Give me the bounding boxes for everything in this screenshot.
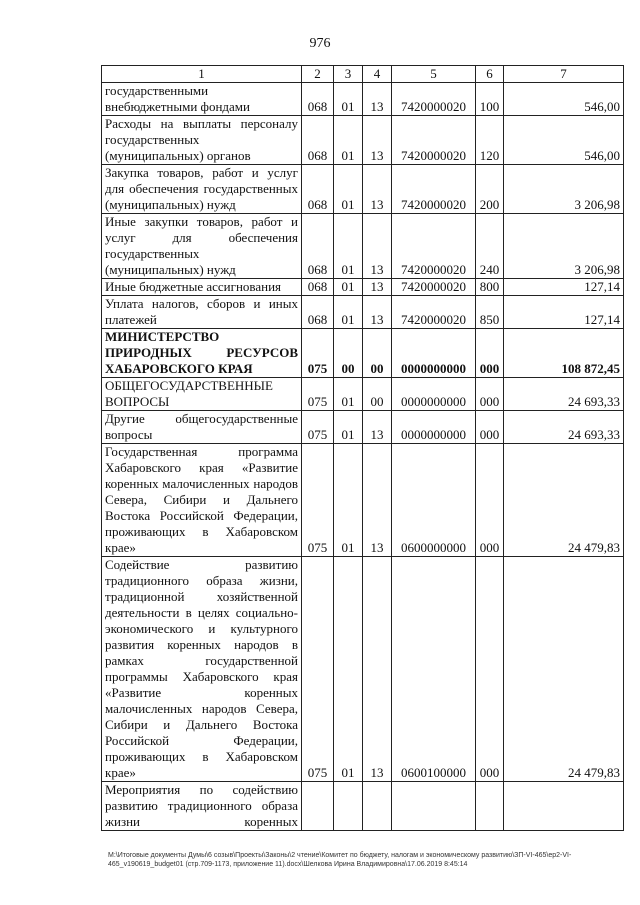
table-row	[102, 411, 624, 444]
row-amount: 546,00	[504, 83, 624, 116]
row-amount	[504, 782, 624, 831]
row-subsection: 13	[363, 279, 392, 296]
row-ministry-code: 075	[302, 444, 334, 557]
row-section: 01	[334, 444, 363, 557]
row-subsection: 13	[363, 116, 392, 165]
row-section	[334, 782, 363, 831]
budget-table	[101, 65, 624, 831]
row-expense-type	[476, 782, 504, 831]
row-target-article: 7420000020	[392, 296, 476, 329]
row-subsection: 13	[363, 444, 392, 557]
table-row	[102, 444, 624, 557]
row-target-article: 0000000000	[392, 329, 476, 378]
row-name: Другие общегосударственные вопросы	[102, 411, 302, 444]
row-target-article	[392, 782, 476, 831]
row-subsection: 00	[363, 378, 392, 411]
row-name: Расходы на выплаты персоналу государственных (муниципальных) органов	[102, 116, 302, 165]
row-expense-type: 000	[476, 557, 504, 782]
row-expense-type: 000	[476, 444, 504, 557]
row-name: Содействие развитию традиционного образа жизни, традиционной хозяйственной деятельности в целях социально-экономического и культурного развития коренных народов в рамках государственной программы Хабаровского края «Развитие коренных малочисленных народов Севера, Сибири и Дальнего Востока Российской Федерации, проживающих в Хабаровском крае»	[102, 557, 302, 782]
row-amount: 24 479,83	[504, 557, 624, 782]
table-row-continued	[102, 782, 624, 831]
row-name: Мероприятия по содействию развитию традиционного образа жизни коренных	[102, 782, 302, 831]
row-ministry-code: 075	[302, 411, 334, 444]
row-subsection: 13	[363, 165, 392, 214]
row-subsection	[363, 782, 392, 831]
row-ministry-code: 068	[302, 214, 334, 279]
column-header: 7	[504, 66, 624, 83]
row-amount: 127,14	[504, 296, 624, 329]
row-amount: 24 479,83	[504, 444, 624, 557]
row-ministry-code: 075	[302, 329, 334, 378]
row-target-article: 7420000020	[392, 214, 476, 279]
row-expense-type: 100	[476, 83, 504, 116]
row-section: 01	[334, 116, 363, 165]
row-target-article: 0600100000	[392, 557, 476, 782]
row-target-article: 7420000020	[392, 83, 476, 116]
row-ministry-code: 075	[302, 557, 334, 782]
table-row-ministry	[102, 329, 624, 378]
table-row	[102, 165, 624, 214]
row-target-article: 7420000020	[392, 279, 476, 296]
table-row	[102, 214, 624, 279]
row-target-article: 7420000020	[392, 116, 476, 165]
table-header-row	[102, 66, 624, 83]
column-header: 2	[302, 66, 334, 83]
row-ministry-code: 068	[302, 165, 334, 214]
page-number: 976	[309, 36, 331, 51]
row-section: 01	[334, 165, 363, 214]
row-name: МИНИСТЕРСТВО ПРИРОДНЫХ РЕСУРСОВ ХАБАРОВСКОГО КРАЯ	[102, 329, 302, 378]
row-expense-type: 000	[476, 411, 504, 444]
row-expense-type: 000	[476, 329, 504, 378]
row-section: 01	[334, 279, 363, 296]
table-row	[102, 279, 624, 296]
row-subsection: 13	[363, 214, 392, 279]
row-subsection: 13	[363, 296, 392, 329]
row-expense-type: 240	[476, 214, 504, 279]
row-target-article: 0600000000	[392, 444, 476, 557]
row-section: 01	[334, 83, 363, 116]
table-row	[102, 557, 624, 782]
row-section: 00	[334, 329, 363, 378]
row-ministry-code: 068	[302, 296, 334, 329]
row-name: Закупка товаров, работ и услуг для обеспечения государственных (муниципальных) нужд	[102, 165, 302, 214]
row-expense-type: 200	[476, 165, 504, 214]
row-amount: 24 693,33	[504, 378, 624, 411]
row-subsection: 00	[363, 329, 392, 378]
row-amount: 546,00	[504, 116, 624, 165]
row-subsection: 13	[363, 83, 392, 116]
row-expense-type: 120	[476, 116, 504, 165]
row-expense-type: 850	[476, 296, 504, 329]
row-target-article: 0000000000	[392, 378, 476, 411]
column-header: 6	[476, 66, 504, 83]
row-ministry-code: 068	[302, 116, 334, 165]
row-section: 01	[334, 378, 363, 411]
row-ministry-code: 068	[302, 83, 334, 116]
row-section: 01	[334, 296, 363, 329]
row-section: 01	[334, 557, 363, 782]
row-amount: 3 206,98	[504, 214, 624, 279]
row-name: государственными внебюджетными фондами	[102, 83, 302, 116]
row-name: Иные закупки товаров, работ и услуг для обеспечения государственных (муниципальных) нужд	[102, 214, 302, 279]
table-row	[102, 378, 624, 411]
row-ministry-code: 075	[302, 378, 334, 411]
column-header: 4	[363, 66, 392, 83]
table-row	[102, 116, 624, 165]
row-target-article: 0000000000	[392, 411, 476, 444]
row-name: ОБЩЕГОСУДАРСТВЕННЫЕ ВОПРОСЫ	[102, 378, 302, 411]
row-target-article: 7420000020	[392, 165, 476, 214]
row-subsection: 13	[363, 557, 392, 782]
row-section: 01	[334, 411, 363, 444]
row-ministry-code	[302, 782, 334, 831]
column-header: 5	[392, 66, 476, 83]
row-section: 01	[334, 214, 363, 279]
row-amount: 108 872,45	[504, 329, 624, 378]
row-ministry-code: 068	[302, 279, 334, 296]
row-name: Государственная программа Хабаровского края «Развитие коренных малочисленных народов Севера, Сибири и Дальнего Востока Российской Федерации, проживающих в Хабаровском крае»	[102, 444, 302, 557]
row-expense-type: 800	[476, 279, 504, 296]
row-amount: 24 693,33	[504, 411, 624, 444]
row-amount: 3 206,98	[504, 165, 624, 214]
column-header: 1	[102, 66, 302, 83]
column-header: 3	[334, 66, 363, 83]
row-amount: 127,14	[504, 279, 624, 296]
row-name: Иные бюджетные ассигнования	[102, 279, 302, 296]
row-subsection: 13	[363, 411, 392, 444]
table-row	[102, 296, 624, 329]
table-row	[102, 83, 624, 116]
row-expense-type: 000	[476, 378, 504, 411]
document-footer-path: M:\Итоговые документы Думы\6 созыв\Проекты\Законы\2 чтение\Комитет по бюджету, налогам и экономическому развитию\ЗП-VI-465\ep2-VI-465_v190619_budget01 (стр.709-1173, приложение 11).docx\Шелкова Ирина Владимировна\17.06.2019 8:45:14	[108, 852, 572, 868]
row-name: Уплата налогов, сборов и иных платежей	[102, 296, 302, 329]
